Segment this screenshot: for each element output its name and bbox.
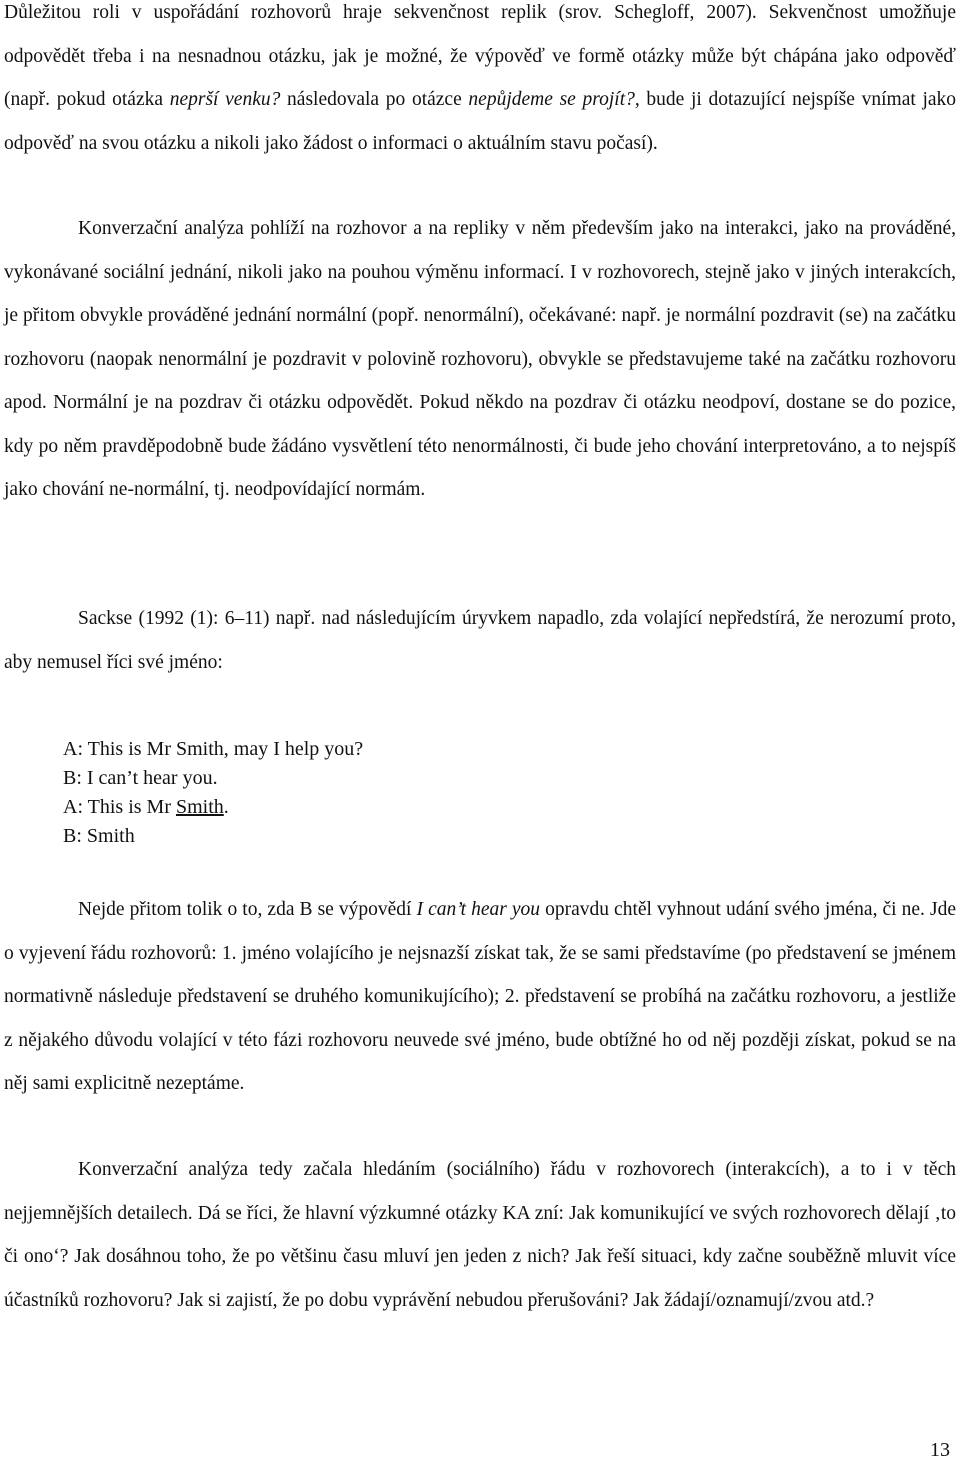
- paragraph-order-of-conversation: [4, 888, 956, 1106]
- paragraph-sequentiality: [4, 0, 956, 165]
- dialog-line: B: I can’t hear you.: [63, 767, 218, 789]
- dialog-transcript: [63, 735, 363, 851]
- paragraph-text: Sackse (1992 (1): 6–11) např. nad následujícím úryvkem napadlo, zda volající nepředstírá, že nerozumí proto, aby nemusel říci své jméno:: [4, 608, 956, 673]
- paragraph-text: následovala po otázce: [280, 89, 469, 110]
- paragraph-conversation-analysis: [4, 207, 956, 512]
- paragraph-text: Konverzační analýza tedy začala hledáním (sociálního) řádu v rozhovorech (interakcích), a to i v těch nejjemnějších detailech. Dá se říci, že hlavní výzkumné otázky KA zní: Jak komunikující ve svých rozhovorech dělají ‚to či ono‘? Jak dosáhnou toho, že po většinu času mluví jen jeden z nich? Jak řeší situaci, kdy začne souběžně mluvit více účastníků rozhovoru? Jak si zajistí, že po dobu vyprávění nebudou přerušováni? Jak žádají/oznamují/zvou atd.?: [4, 1159, 956, 1311]
- paragraph-text: Nejde přitom tolik o to, zda B se výpovědí: [78, 899, 417, 920]
- dialog-line: [63, 793, 363, 822]
- dialog-line-text: A: This is Mr: [63, 796, 176, 818]
- paragraph-sacks-example: [4, 597, 956, 684]
- dialog-line-text: .: [223, 796, 229, 818]
- paragraph-text: Konverzační analýza pohlíží na rozhovor a na repliky v něm především jako na interakci, jako na prováděné, vykonávané sociální jednání, nikoli jako na pouhou výměnu informací. I v rozhovorech, stejně jako v jiných interakcích, je přitom obvykle prováděné jednání normální (popř. nenormální), očekávané: např. je normální pozdravit (se) na začátku rozhovoru (naopak nenormální je pozdravit v polovině rozhovoru), obvykle se představujeme také na začátku rozhovoru apod. Normální je na pozdrav či otázku odpovědět. Pokud někdo na pozdrav či otázku neodpoví, dostane se do pozice, kdy po něm pravděpodobně bude žádáno vysvětlení této nenormálnosti, či bude jeho chování interpretováno, a to nejspíš jako chování ne-normální, tj. neodpovídající normám.: [4, 218, 956, 500]
- dialog-line: B: Smith: [63, 825, 135, 847]
- paragraph-text: , bude ji dotazující nejspíše vnímat jako odpověď na svou otázku a nikoli jako žádost o informaci o aktuálním stavu počasí).: [4, 89, 957, 154]
- page-number: 13: [930, 1439, 950, 1461]
- italic-quote: I can’t hear you: [416, 899, 541, 920]
- paragraph-text: opravdu chtěl vyhnout udání svého jména, či ne. Jde o vyjevení řádu rozhovorů: 1. jméno volajícího je nejsnazší získat tak, že se sami představíme (po představení se jménem normativně následuje představení se druhého komunikujícího); 2. představení se probíhá na začátku rozhovoru, a jestliže z nějakého důvodu volající v této fázi rozhovoru neuvede své jméno, bude obtížné ho od něj později získat, pokud se na něj sami explicitně nezeptáme.: [4, 899, 956, 1094]
- underlined-name: Smith: [175, 796, 224, 818]
- document-page: [4, 0, 956, 1464]
- italic-example-question: neprší venku?: [169, 89, 281, 110]
- paragraph-research-questions: [4, 1148, 956, 1322]
- paragraph-text: Důležitou roli v uspořádání rozhovorů hraje sekvenčnost replik (srov. Schegloff, 2007). Sekvenčnost umožňuje odpovědět třeba i na nesnadnou otázku, jak je možné, že výpověď ve formě otázky může být chápána jako odpověď (např. pokud otázka: [4, 2, 956, 110]
- dialog-line: A: This is Mr Smith, may I help you?: [63, 738, 364, 760]
- italic-example-question: nepůjdeme se projít?: [468, 89, 635, 110]
